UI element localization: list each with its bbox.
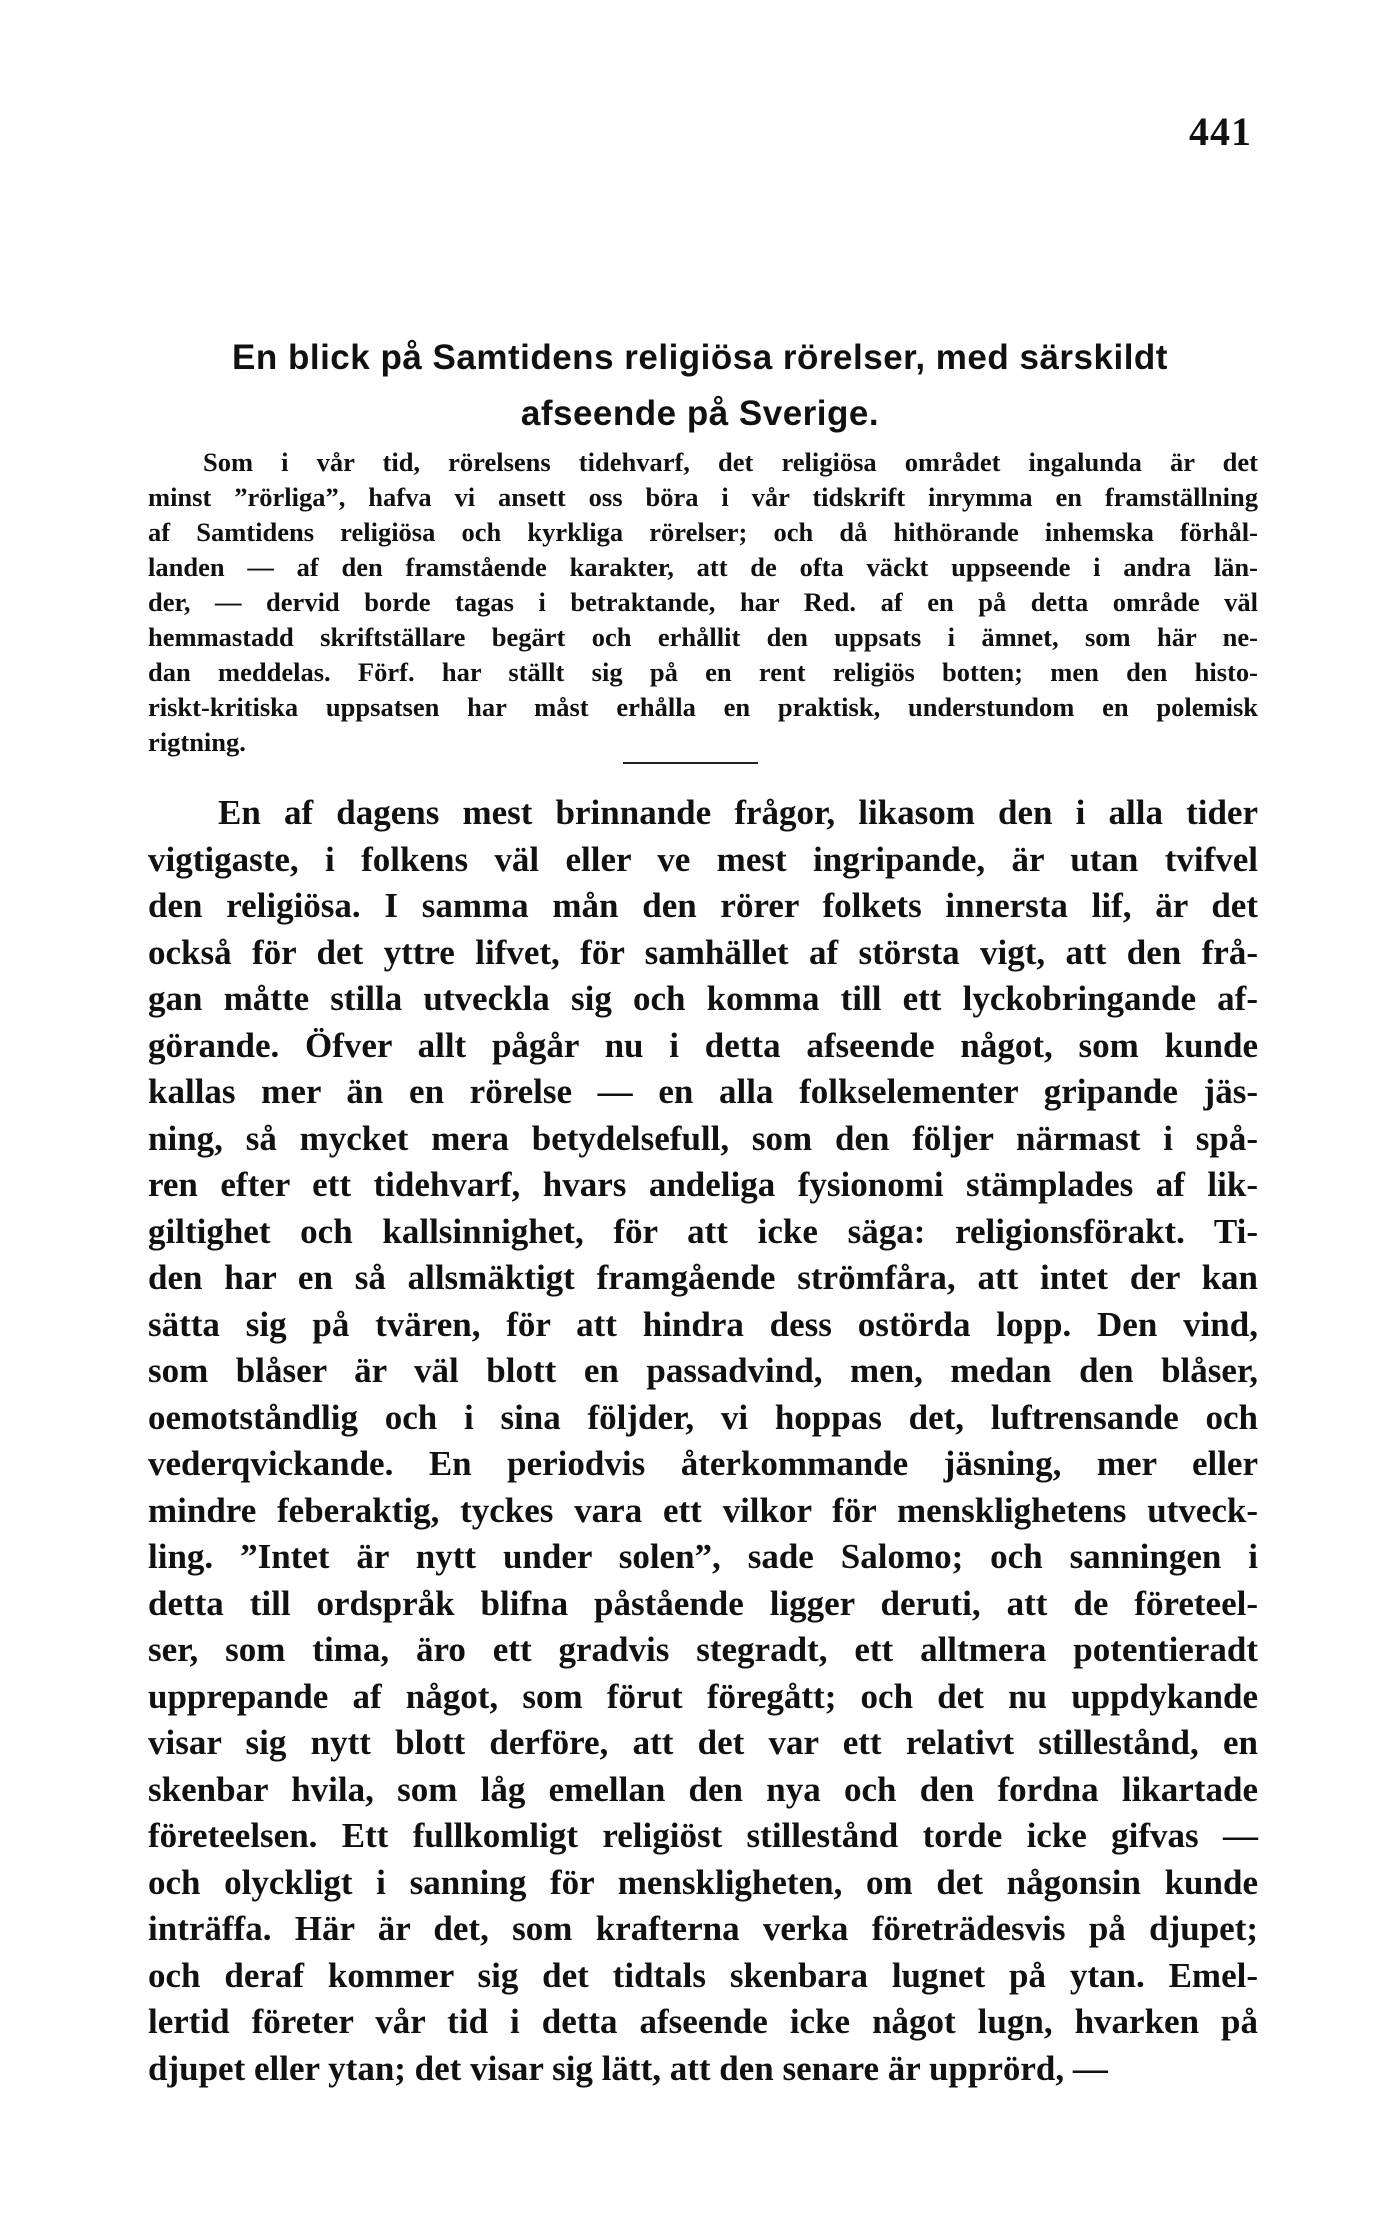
- body-line: oemotståndlig och i sina följder, vi hoppas det, luftrensande och: [148, 1397, 1258, 1437]
- body-line: giltighet och kallsinnighet, för att icke säga: religionsförakt. Ti-: [148, 1211, 1258, 1251]
- body-line: En af dagens mest brinnande frågor, likasom den i alla tider: [218, 793, 1258, 832]
- intro-line: der, — dervid borde tagas i betraktande, har Red. af en på detta område väl: [148, 587, 1258, 617]
- body-paragraph: [148, 790, 1258, 2092]
- body-line: ser, som tima, äro ett gradvis stegradt, ett alltmera potentieradt: [148, 1630, 1258, 1669]
- body-line: som blåser är väl blott en passadvind, men, medan den blåser,: [148, 1351, 1258, 1390]
- editorial-intro: [148, 445, 1258, 760]
- body-line: upprepande af något, som förut föregått; och det nu uppdykande: [148, 1676, 1258, 1716]
- intro-line: Som i vår tid, rörelsens tidehvarf, det religiösa området ingalunda är det: [203, 447, 1258, 477]
- body-line: djupet eller ytan; det visar sig lätt, att den senare är upprörd, —: [148, 2048, 1108, 2088]
- body-line: ling. ”Intet är nytt under solen”, sade Salomo; och sanningen i: [148, 1537, 1258, 1576]
- body-line: görande. Öfver allt pågår nu i detta afseende något, som kunde: [148, 1025, 1258, 1065]
- body-line: och deraf kommer sig det tidtals skenbara lugnet på ytan. Emel-: [148, 1955, 1258, 1995]
- section-separator: [623, 762, 758, 764]
- body-line: mindre feberaktig, tyckes vara ett vilkor för mensklighetens utveck-: [148, 1490, 1258, 1530]
- body-line: sätta sig på tvären, för att hindra dess ostörda lopp. Den vind,: [148, 1304, 1258, 1344]
- body-line: den har en så allsmäktigt framgående strömfåra, att intet der kan: [148, 1258, 1258, 1297]
- body-line: lertid företer vår tid i detta afseende icke något lugn, hvarken på: [148, 2002, 1258, 2041]
- body-line: företeelsen. Ett fullkomligt religiöst stillestånd torde icke gifvas —: [148, 1816, 1258, 1855]
- body-line: vigtigaste, i folkens väl eller ve mest ingripande, är utan tvifvel: [148, 839, 1258, 879]
- intro-line: af Samtidens religiösa och kyrkliga rörelser; och då hithörande inhemska förhål-: [148, 517, 1258, 547]
- body-line: detta till ordspråk blifna påstående ligger deruti, att de företeel-: [148, 1583, 1258, 1623]
- title-line: afseende på Sverige.: [520, 394, 880, 433]
- intro-line: minst ”rörliga”, hafva vi ansett oss böra i vår tidskrift inrymma en framställning: [148, 482, 1258, 512]
- intro-line: landen — af den framstående karakter, att de ofta väckt uppseende i andra län-: [148, 552, 1258, 582]
- body-line: inträffa. Här är det, som krafterna verka företrädesvis på djupet;: [148, 1909, 1258, 1948]
- intro-line: dan meddelas. Förf. har ställt sig på en rent religiös botten; men den histo-: [148, 657, 1258, 687]
- body-line: och olyckligt i sanning för menskligheten, om det någonsin kunde: [148, 1862, 1258, 1902]
- intro-line: riskt-kritiska uppsatsen har måst erhålla en praktisk, understundom en polemisk: [148, 692, 1258, 722]
- intro-line: hemmastadd skriftställare begärt och erhållit den uppsats i ämnet, som här ne-: [148, 622, 1258, 652]
- page-number: 441: [1189, 109, 1252, 154]
- body-line: vederqvickande. En periodvis återkommande jäsning, mer eller: [148, 1444, 1258, 1483]
- article-title: [145, 330, 1255, 442]
- title-line: En blick på Samtidens religiösa rörelser, med särskildt: [232, 338, 1168, 377]
- body-line: ning, så mycket mera betydelsefull, som den följer närmast i spå-: [148, 1118, 1258, 1158]
- body-line: visar sig nytt blott derföre, att det var ett relativt stillestånd, en: [148, 1723, 1258, 1762]
- body-line: den religiösa. I samma mån den rörer folkets innersta lif, är det: [148, 886, 1258, 925]
- body-line: skenbar hvila, som låg emellan den nya och den fordna likartade: [148, 1769, 1258, 1809]
- body-line: ren efter ett tidehvarf, hvars andeliga fysionomi stämplades af lik-: [148, 1165, 1258, 1204]
- intro-line: rigtning.: [148, 727, 246, 757]
- body-line: också för det yttre lifvet, för samhället af största vigt, att den frå-: [148, 932, 1258, 972]
- body-line: kallas mer än en rörelse — en alla folkselementer gripande jäs-: [148, 1072, 1258, 1111]
- body-line: gan måtte stilla utveckla sig och komma till ett lyckobringande af-: [148, 979, 1258, 1018]
